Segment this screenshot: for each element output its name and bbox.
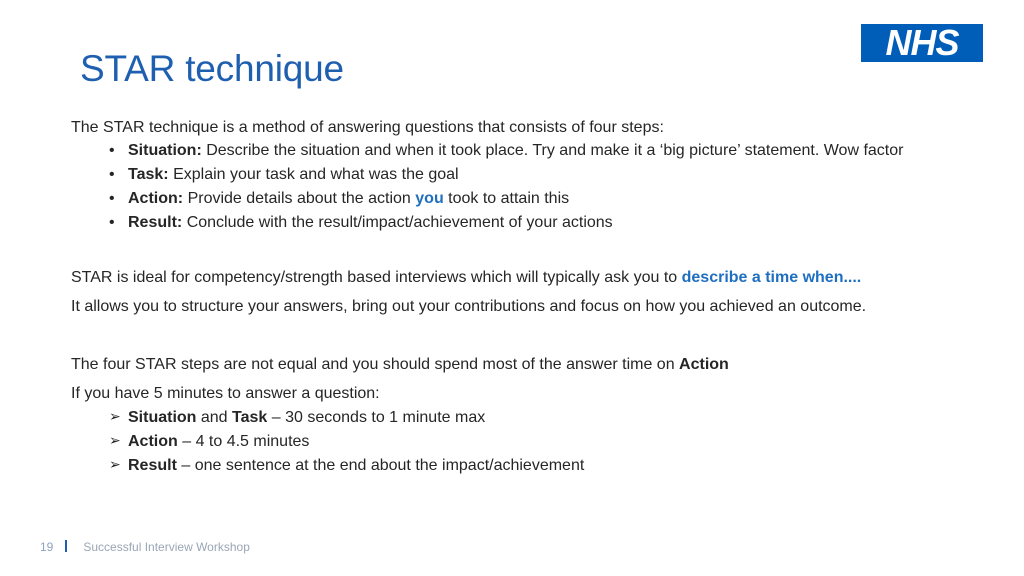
star-steps-list: [71, 141, 971, 232]
footer-text: Successful Interview Workshop: [83, 540, 250, 554]
step-text: Explain your task and what was the goal: [173, 166, 459, 183]
timing-text: – one sentence at the end about the impact/achievement: [176, 457, 585, 474]
slide-footer: [40, 540, 250, 554]
list-item: [109, 189, 971, 208]
action-emphasis: Action: [679, 356, 729, 373]
page-number: 19: [40, 540, 54, 554]
timing-text: – 30 seconds to 1 minute max: [267, 409, 486, 426]
unequal-body: The four STAR steps are not equal and you should spend most of the answer time on: [71, 356, 680, 373]
step-term: Situation:: [128, 142, 202, 159]
list-item: [109, 213, 971, 232]
timing-term: Situation: [128, 409, 197, 426]
timing-term: Result: [128, 457, 177, 474]
list-item: [109, 432, 971, 451]
step-text: Describe the situation and when it took place. Try and make it a ‘big picture’ statement. Wow factor: [206, 142, 904, 159]
list-item: [109, 141, 971, 160]
timing-term: Task: [232, 409, 268, 426]
slide-body: [71, 118, 971, 480]
list-item: [109, 456, 971, 475]
list-item: [109, 408, 971, 427]
ideal-text: [71, 268, 971, 287]
slide-title: STAR technique: [80, 48, 344, 89]
timing-text: and: [196, 409, 233, 426]
step-text: Provide details about the action: [187, 190, 416, 207]
nhs-logo: NHS: [861, 24, 983, 62]
timing-list: [71, 408, 971, 475]
step-text: Conclude with the result/impact/achievement of your actions: [186, 214, 613, 231]
unequal-text: [71, 355, 971, 374]
step-text: took to attain this: [443, 190, 570, 207]
intro-text: The STAR technique is a method of answering questions that consists of four steps:: [71, 119, 664, 136]
highlight-describe: describe a time when....: [681, 269, 862, 286]
list-item: [109, 165, 971, 184]
ideal-body: STAR is ideal for competency/strength based interviews which will typically ask you to: [71, 269, 682, 286]
structure-text: It allows you to structure your answers, bring out your contributions and focus on how you achieved an outcome.: [71, 298, 867, 315]
step-term: Action:: [128, 190, 184, 207]
footer-divider: [65, 540, 67, 552]
step-term: Result:: [128, 214, 183, 231]
highlight-you: you: [415, 190, 444, 207]
step-term: Task:: [128, 166, 169, 183]
five-minutes-text: If you have 5 minutes to answer a question:: [71, 385, 380, 402]
timing-text: – 4 to 4.5 minutes: [177, 433, 310, 450]
timing-term: Action: [128, 433, 178, 450]
